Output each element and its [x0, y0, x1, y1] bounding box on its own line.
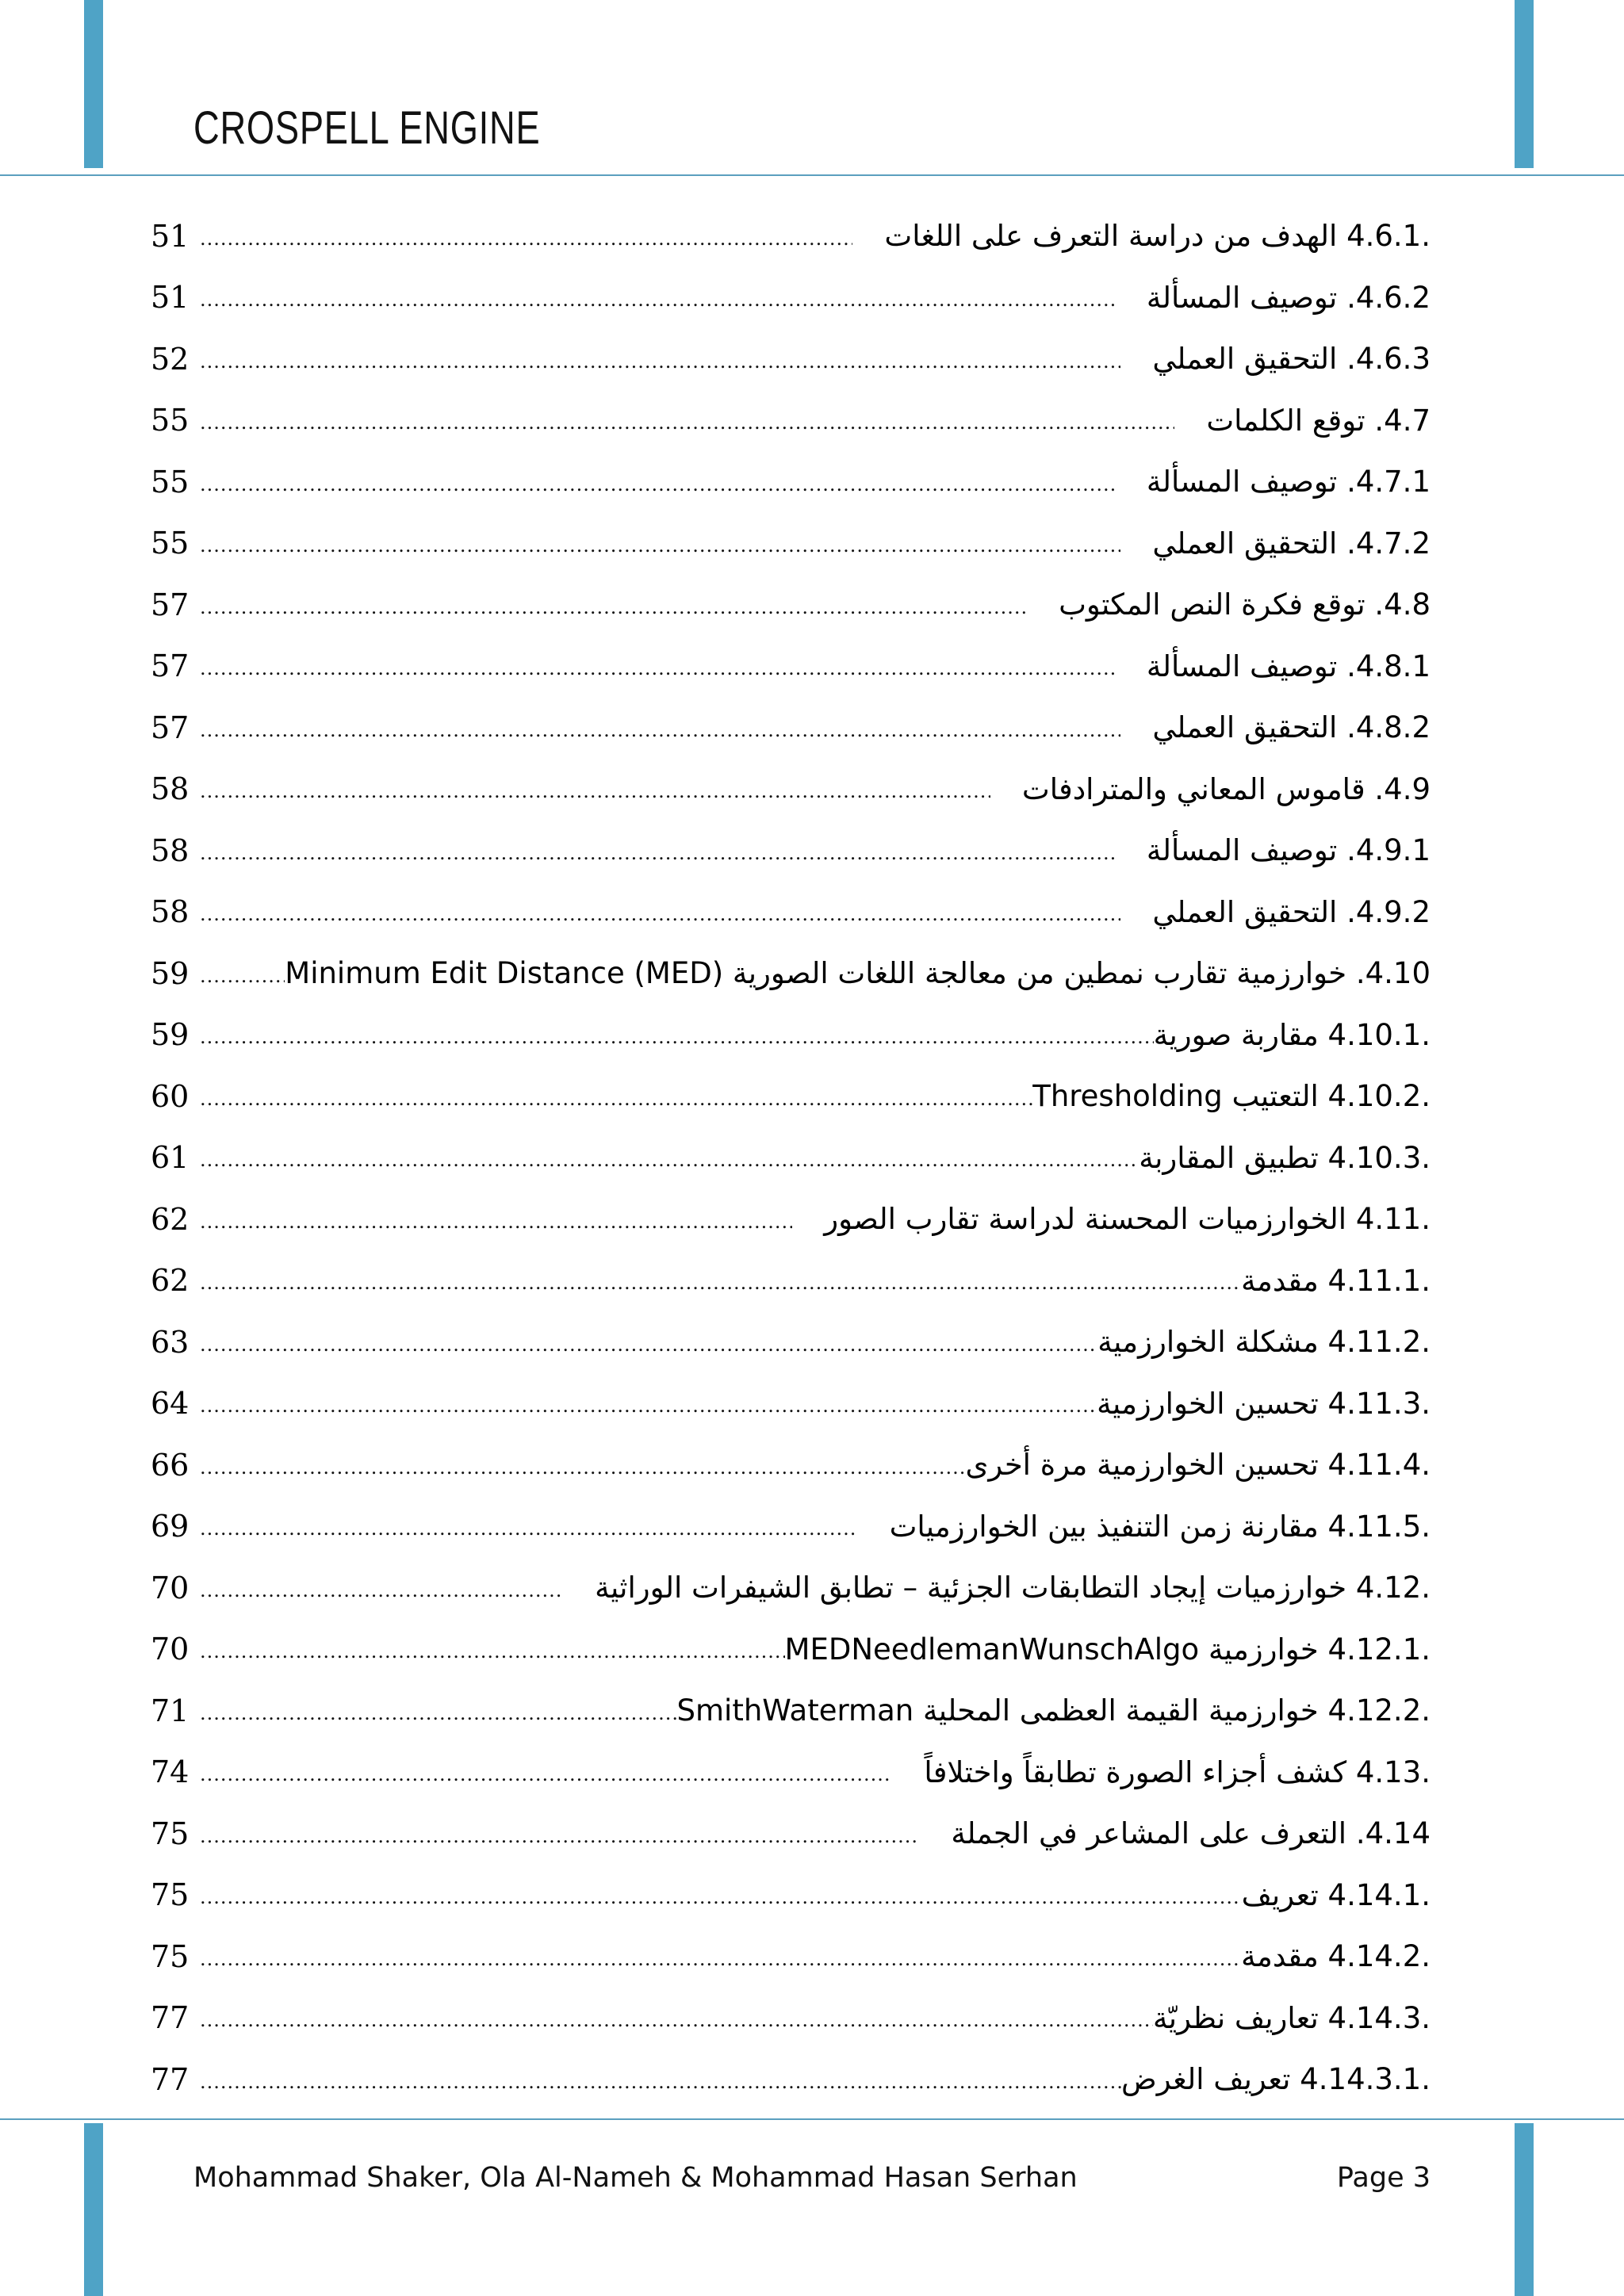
toc-page-number: 70 [151, 1570, 190, 1605]
toc-page-number: 55 [151, 526, 190, 561]
toc-page-number: 69 [151, 1509, 190, 1544]
toc-dot-leader [200, 1146, 1139, 1169]
toc-dot-leader [200, 2068, 1121, 2091]
toc-dot-leader [200, 1269, 1241, 1292]
toc-entry [151, 1988, 1431, 2049]
toc-dot-leader [200, 531, 1120, 555]
toc-dot-leader [200, 1085, 1032, 1108]
toc-entry-title: .4.11.2 مشكلة الخوارزمية [1097, 1325, 1431, 1360]
toc-dot-leader [200, 1945, 1241, 1969]
toc-dot-leader [200, 1822, 919, 1846]
toc-entry [151, 390, 1431, 452]
toc-page-number: 57 [151, 587, 190, 622]
toc-dot-leader [200, 1207, 792, 1231]
toc-entry [151, 1004, 1431, 1066]
toc-page-number: 61 [151, 1140, 190, 1176]
toc-page-number: 75 [151, 1938, 190, 1974]
toc-entry-title: .4.12.1 خوارزمية MEDNeedlemanWunschAlgo [784, 1632, 1431, 1667]
toc-dot-leader [200, 593, 1027, 617]
toc-dot-leader [200, 1330, 1097, 1354]
toc-entry [151, 1557, 1431, 1619]
toc-entry-title: .4.11.4 تحسين الخوارزمية مرة أخرى [965, 1448, 1431, 1483]
toc-entry [151, 759, 1431, 821]
toc-page-number: 71 [151, 1693, 190, 1728]
toc-entry [151, 1250, 1431, 1312]
toc-entry-title: 4.8. توقع فكرة النص المكتوب [1059, 587, 1431, 622]
toc-entry [151, 451, 1431, 513]
toc-entry-title: 4.7.1. توصيف المسألة [1146, 465, 1431, 499]
toc-entry [151, 697, 1431, 759]
toc-dot-leader [200, 285, 1115, 309]
toc-page-number: 77 [151, 2061, 190, 2097]
footer-page-number: Page 3 [1336, 2162, 1431, 2194]
footer-authors: Mohammad Shaker, Ola Al-Nameh & Mohammad Hasan Serhan [193, 2162, 1078, 2194]
toc-page-number: 60 [151, 1078, 190, 1114]
toc-entry [151, 1311, 1431, 1373]
toc-page-number: 51 [151, 280, 190, 316]
toc-entry-title: .4.14.3 تعاريف نظريّة [1152, 2000, 1431, 2035]
left-bottom-accent-bar [84, 2123, 103, 2296]
toc-page-number: 66 [151, 1447, 190, 1483]
left-top-accent-bar [84, 0, 103, 168]
toc-page-number: 59 [151, 955, 190, 991]
toc-entry-title: .4.12.2 خوارزمية القيمة العظمى المحلية SmithWaterman [676, 1693, 1431, 1728]
toc-entry-title: .4.14.2 مقدمة [1241, 1939, 1431, 1974]
toc-entry [151, 1803, 1431, 1865]
toc-dot-leader [200, 470, 1115, 494]
toc-dot-leader [200, 1391, 1097, 1415]
toc-page-number: 51 [151, 218, 190, 254]
toc-page-number: 70 [151, 1632, 190, 1667]
footer-rule [0, 2118, 1624, 2120]
header-rule [0, 174, 1624, 176]
toc-dot-leader [200, 777, 990, 801]
toc-entry [151, 1619, 1431, 1681]
toc-dot-leader [200, 1760, 892, 1784]
toc-page-number: 55 [151, 464, 190, 499]
toc-entry-title: .4.11 الخوارزميات المحسنة لدراسة تقارب الصور [824, 1202, 1431, 1237]
toc-entry [151, 205, 1431, 267]
toc-entry-title: 4.10. خوارزمية تقارب نمطين من معالجة اللغات الصورية Minimum Edit Distance (MED) [285, 956, 1431, 991]
toc-entry [151, 513, 1431, 575]
toc-entry [151, 1066, 1431, 1127]
toc-dot-leader [200, 347, 1120, 371]
toc-dot-leader [200, 1637, 785, 1661]
toc-dot-leader [200, 716, 1120, 740]
toc-entry-title: .4.10.2 التعتيب Thresholding [1032, 1079, 1431, 1114]
toc-entry-title: 4.7. توقع الكلمات [1206, 403, 1431, 438]
toc-entry [151, 267, 1431, 329]
toc-entry [151, 1865, 1431, 1927]
toc-entry [151, 882, 1431, 943]
toc-page-number: 58 [151, 894, 190, 930]
toc-entry [151, 1188, 1431, 1250]
toc-entry-title: 4.8.1. توصيف المسألة [1146, 649, 1431, 683]
toc-entry [151, 1926, 1431, 1988]
toc-entry-title: .4.10.1 مقاربة صورية [1153, 1017, 1431, 1052]
toc-dot-leader [200, 224, 852, 248]
toc-entry [151, 943, 1431, 1004]
toc-entry-title: .4.10.3 تطبيق المقاربة [1139, 1140, 1431, 1175]
toc-entry-title: .4.11.1 مقدمة [1241, 1263, 1431, 1298]
toc-dot-leader [200, 1576, 563, 1600]
toc-entry-title: 4.6.3. التحقيق العملي [1152, 342, 1431, 377]
toc-entry [151, 636, 1431, 698]
toc-entry [151, 1434, 1431, 1496]
toc-entry [151, 574, 1431, 636]
table-of-contents [151, 205, 1431, 2110]
toc-dot-leader [200, 408, 1174, 432]
toc-page-number: 75 [151, 1877, 190, 1913]
toc-page-number: 58 [151, 771, 190, 807]
toc-entry [151, 2049, 1431, 2110]
toc-entry-title: .4.11.5 مقارنة زمن التنفيذ بين الخوارزميات [889, 1509, 1431, 1544]
toc-dot-leader [200, 1883, 1242, 1907]
toc-page-number: 59 [151, 1017, 190, 1053]
toc-page-number: 55 [151, 403, 190, 438]
toc-page-number: 75 [151, 1816, 190, 1851]
toc-page-number: 62 [151, 1201, 190, 1237]
toc-entry-title: 4.9.2. التحقيق العملي [1152, 894, 1431, 929]
toc-entry [151, 1680, 1431, 1742]
toc-dot-leader [200, 654, 1115, 678]
toc-entry [151, 820, 1431, 882]
toc-entry-title: .4.11.3 تحسين الخوارزمية [1097, 1386, 1431, 1421]
toc-dot-leader [200, 1514, 858, 1538]
toc-entry [151, 328, 1431, 390]
toc-page-number: 77 [151, 2000, 190, 2036]
toc-page-number: 74 [151, 1755, 190, 1790]
toc-page-number: 52 [151, 341, 190, 377]
toc-entry-title: .4.12 خوارزميات إيجاد التطابقات الجزئية – تطابق الشيفرات الوراثية [595, 1571, 1431, 1605]
toc-entry-title: 4.6.2. توصيف المسألة [1146, 280, 1431, 315]
toc-entry [151, 1373, 1431, 1435]
toc-entry-title: 4.8.2. التحقيق العملي [1152, 710, 1431, 745]
toc-entry [151, 1127, 1431, 1189]
toc-dot-leader [200, 962, 285, 985]
right-bottom-accent-bar [1515, 2123, 1534, 2296]
toc-entry-title: .4.14.1 تعريف [1241, 1877, 1431, 1912]
toc-page-number: 57 [151, 710, 190, 745]
toc-entry-title: .4.13 كشف أجزاء الصورة تطابقاً واختلافاً [924, 1755, 1431, 1789]
toc-dot-leader [200, 839, 1115, 863]
toc-page-number: 63 [151, 1324, 190, 1360]
toc-entry-title: 4.14. التعرف على المشاعر في الجملة [951, 1816, 1431, 1851]
toc-dot-leader [200, 1453, 965, 1477]
toc-dot-leader [200, 1699, 677, 1723]
toc-page-number: 62 [151, 1263, 190, 1299]
toc-entry-title: .4.6.1 الهدف من دراسة التعرف على اللغات [884, 219, 1431, 254]
right-top-accent-bar [1515, 0, 1534, 168]
toc-page-number: 57 [151, 649, 190, 684]
toc-dot-leader [200, 900, 1120, 924]
toc-entry [151, 1496, 1431, 1558]
toc-entry-title: .4.14.3.1 تعريف الغرض [1121, 2062, 1431, 2097]
toc-entry [151, 1742, 1431, 1804]
toc-entry-title: 4.9. قاموس المعاني والمترادفات [1021, 771, 1431, 806]
toc-page-number: 64 [151, 1386, 190, 1422]
document-title: CROSPELL ENGINE [193, 102, 541, 154]
toc-entry-title: 4.7.2. التحقيق العملي [1152, 526, 1431, 561]
toc-dot-leader [200, 1023, 1154, 1047]
toc-entry-title: 4.9.1. توصيف المسألة [1146, 833, 1431, 868]
toc-page-number: 58 [151, 832, 190, 868]
toc-dot-leader [200, 2006, 1153, 2030]
